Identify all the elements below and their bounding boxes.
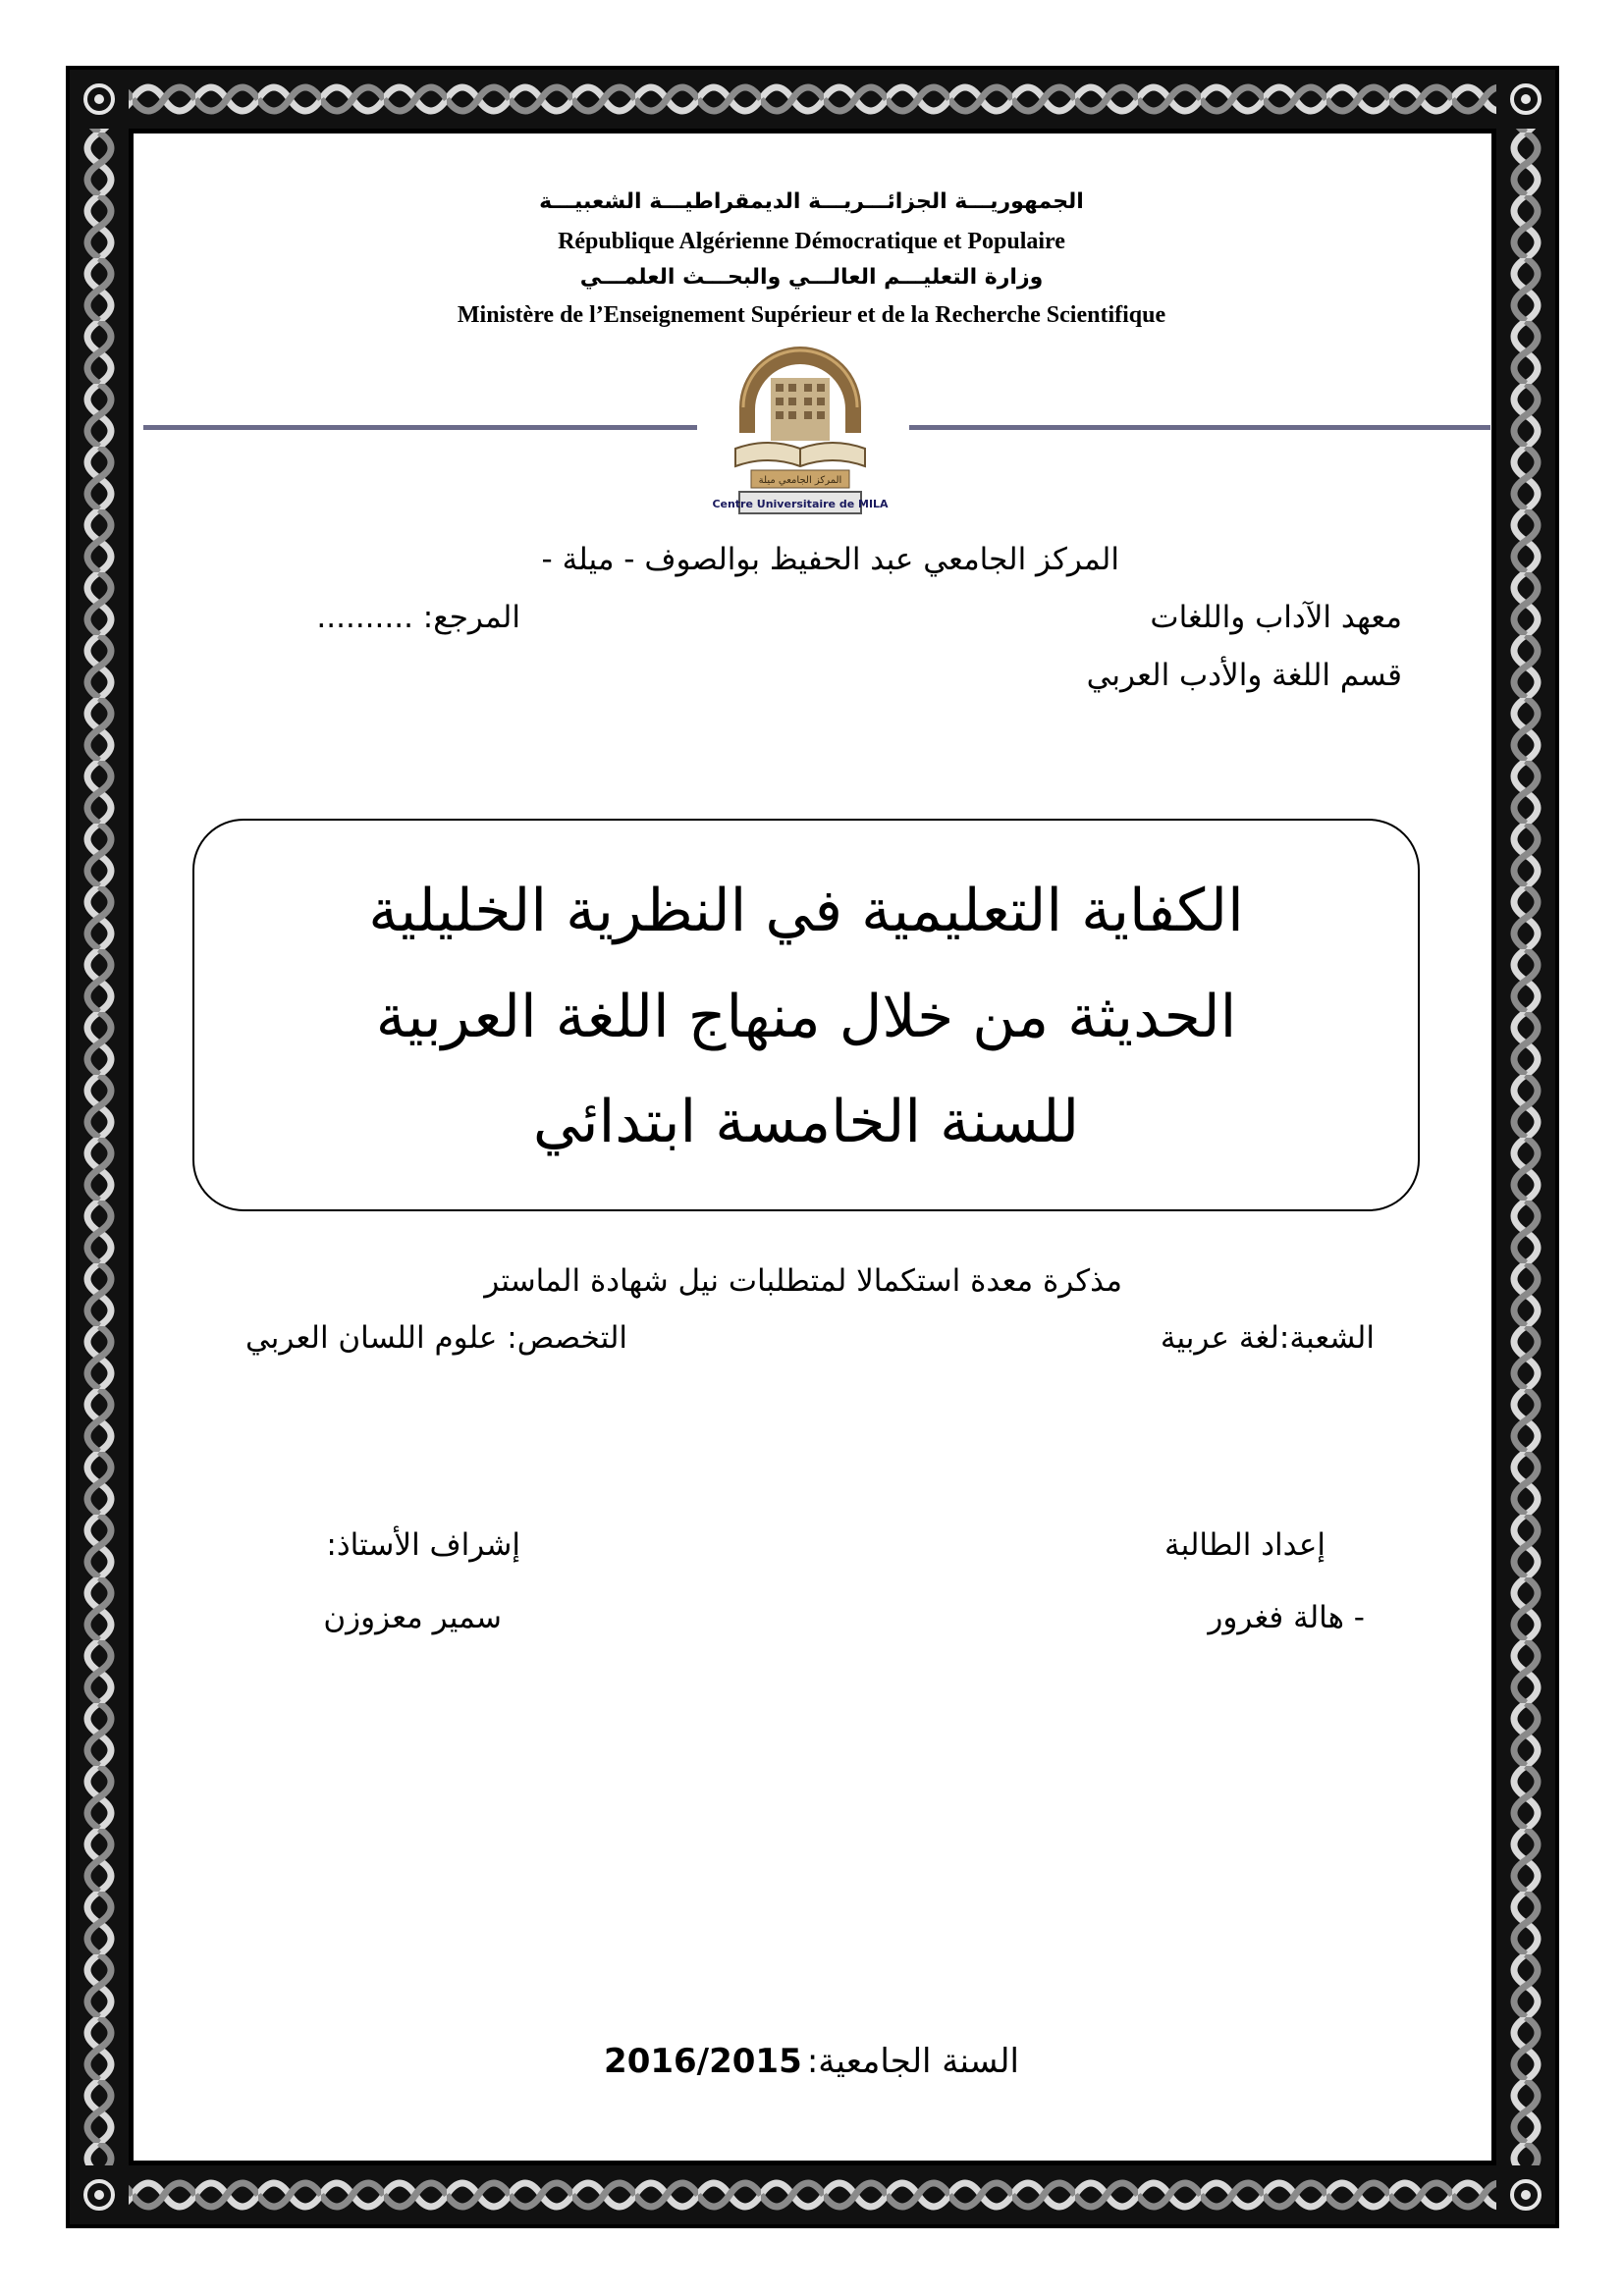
- border-band-top: [70, 70, 1555, 129]
- thesis-title-line-2: الحديثة من خلال منهاج اللغة العربية: [375, 983, 1237, 1051]
- ministry-name-french: Ministère de l’Enseignement Supérieur et de la Recherche Scientifique: [457, 302, 1166, 328]
- logo-caption: Centre Universitaire de MILA: [712, 498, 889, 510]
- border-band-bottom: [70, 2165, 1555, 2224]
- corner-ornament-top-right: [1496, 70, 1555, 129]
- department-name: قسم اللغة والأدب العربي: [1086, 658, 1402, 693]
- thesis-note: مذكرة معدة استكمالا لمتطلبات نيل شهادة الماستر: [484, 1263, 1122, 1299]
- academic-year: [0, 2042, 1623, 2081]
- corner-ornament-bottom-left: [70, 2165, 129, 2224]
- thesis-title-line-1: الكفاية التعليمية في النظرية الخليلية: [368, 877, 1244, 945]
- academic-year-label: السنة الجامعية:: [806, 2042, 1019, 2081]
- student-name: - هالة فغرور: [1208, 1600, 1365, 1635]
- reference-field: المرجع: ..........: [316, 600, 520, 635]
- prepared-by-label: إعداد الطالبة: [1163, 1527, 1325, 1563]
- thesis-title-line-3: للسنة الخامسة ابتدائي: [532, 1088, 1080, 1156]
- republic-name-french: République Algérienne Démocratique et Populaire: [558, 229, 1065, 254]
- university-logo: [712, 339, 889, 525]
- republic-name-arabic: الجمهوريـــة الجزائـــريـــة الديمقراطيـــة الشعبيـــة: [539, 189, 1084, 214]
- supervisor-name: سمير معزوزن: [323, 1600, 502, 1635]
- specialty-field: التخصص: علوم اللسان العربي: [244, 1320, 627, 1356]
- institute-name: معهد الآداب واللغات: [1150, 600, 1402, 635]
- thesis-title-box: [192, 819, 1420, 1211]
- logo-banner-text: المركز الجامعي ميلة: [758, 475, 842, 486]
- border-band-right: [1496, 70, 1555, 2224]
- university-center-name: المركز الجامعي عبد الحفيظ بوالصوف - ميلة -: [541, 542, 1119, 577]
- corner-ornament-bottom-right: [1496, 2165, 1555, 2224]
- branch-field: الشعبة:لغة عربية: [1160, 1320, 1375, 1356]
- border-band-left: [70, 70, 129, 2224]
- corner-ornament-top-left: [70, 70, 129, 129]
- supervisor-label: إشراف الأستاذ:: [326, 1527, 520, 1563]
- academic-year-value: 2016/2015: [604, 2042, 802, 2081]
- header-rule-right: [909, 425, 1490, 430]
- header-rule-left: [143, 425, 697, 430]
- ministry-name-arabic: وزارة التعليـــم العالـــي والبحـــث العلمـــي: [579, 265, 1044, 290]
